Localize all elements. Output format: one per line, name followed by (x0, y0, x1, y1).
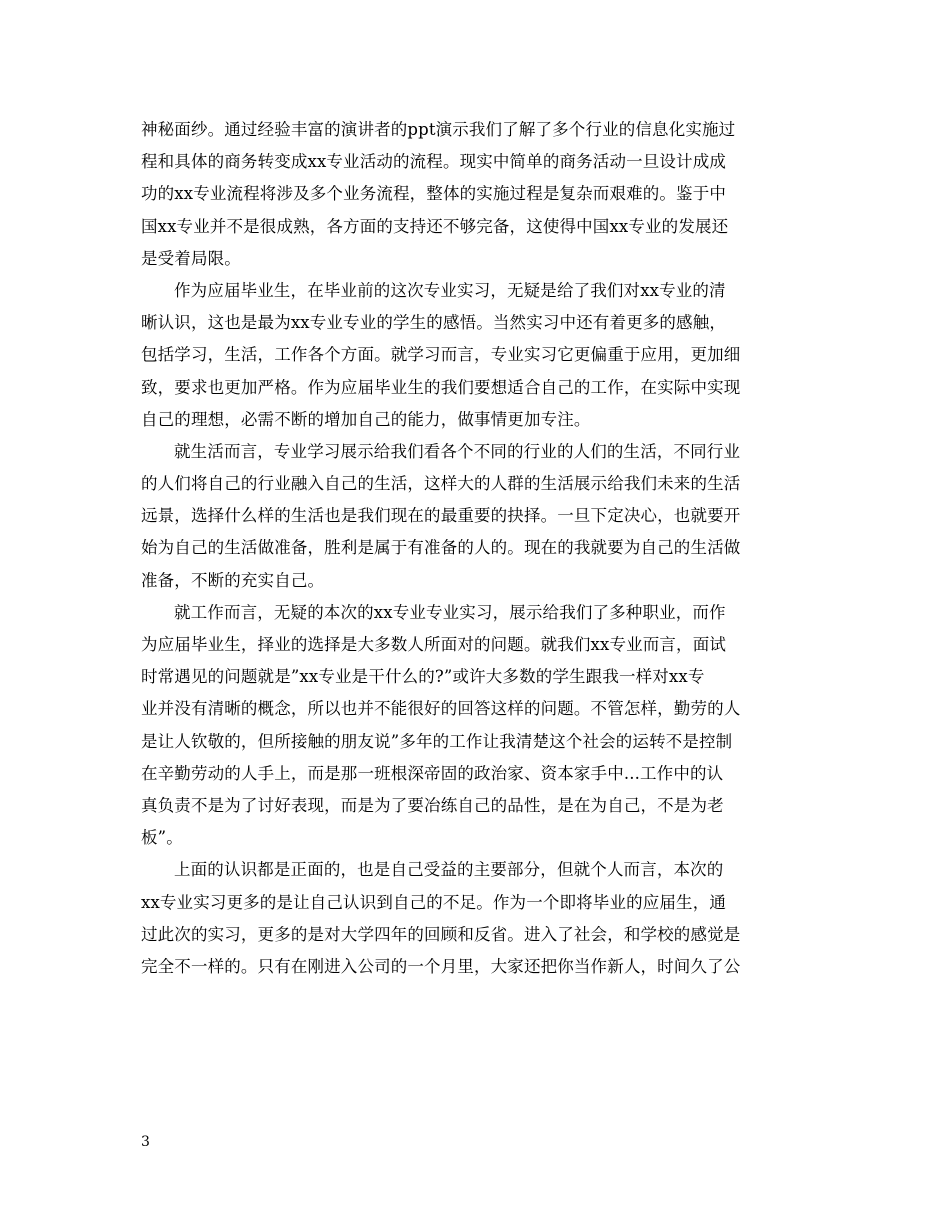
text-line: 始为自己的生活做准备，胜利是属于有准备的人的。现在的我就要为自己的生活做 (141, 538, 741, 558)
text-line: 是让人钦敬的，但所接触的朋友说”多年的工作让我清楚这个社会的运转不是控制 (141, 731, 733, 751)
text-line: 业并没有清晰的概念，所以也并不能很好的回答这样的问题。不管怎样，勤劳的人 (141, 699, 741, 719)
text-line: 完全不一样的。只有在刚进入公司的一个月里，大家还把你当作新人，时间久了公 (141, 956, 741, 976)
text-line: 远景，选择什么样的生活也是我们现在的最重要的抉择。一旦下定决心，也就要开 (141, 506, 741, 526)
paragraph-first-line: 就生活而言，专业学习展示给我们看各个不同的行业的人们的生活，不同行业 (174, 441, 741, 461)
paragraph-first-line: 就工作而言，无疑的本次的xx专业专业实习，展示给我们了多种职业，而作 (174, 602, 726, 622)
text-line: 功的xx专业流程将涉及多个业务流程，整体的实施过程是复杂而艰难的。鉴于中 (141, 184, 727, 204)
text-line: 晰认识，这也是最为xx专业专业的学生的感悟。当然实习中还有着更多的感触， (141, 313, 727, 333)
text-line: 的人们将自己的行业融入自己的生活，这样大的人群的生活展示给我们未来的生活 (141, 474, 741, 494)
text-line: 过此次的实习，更多的是对大学四年的回顾和反省。进入了社会，和学校的感觉是 (141, 924, 741, 944)
text-line: xx专业实习更多的是让自己认识到自己的不足。作为一个即将毕业的应届生，通 (141, 892, 727, 912)
text-line: 致，要求也更加严格。作为应届毕业生的我们要想适合自己的工作，在实际中实现 (141, 377, 741, 397)
paragraph-first-line: 作为应届毕业生，在毕业前的这次专业实习，无疑是给了我们对xx专业的清 (174, 280, 726, 300)
body-text (141, 114, 813, 983)
text-line: 神秘面纱。通过经验丰富的演讲者的ppt演示我们了解了多个行业的信息化实施过 (141, 120, 736, 139)
text-line: 在辛勤劳动的人手上，而是那一班根深帝固的政治家、资本家手中...工作中的认 (141, 763, 724, 783)
text-line: 真负责不是为了讨好表现，而是为了要冶练自己的品性，是在为自己，不是为老 (141, 795, 724, 815)
text-line: 程和具体的商务转变成xx专业活动的流程。现实中简单的商务活动一旦设计成成 (141, 152, 727, 172)
text-line: 板”。 (141, 828, 183, 848)
paragraph-first-line: 上面的认识都是正面的，也是自己受益的主要部分，但就个人而言，本次的 (174, 860, 724, 880)
text-line: 自己的理想，必需不断的增加自己的能力，做事情更加专注。 (141, 409, 591, 429)
text-line: 是受着局限。 (141, 248, 241, 268)
text-line: 时常遇见的问题就是”xx专业是干什么的?”或许大多数的学生跟我一样对xx专 (141, 667, 705, 687)
text-line: 国xx专业并不是很成熟，各方面的支持还不够完备，这使得中国xx专业的发展还 (141, 216, 729, 236)
page-number: 3 (141, 1134, 150, 1150)
text-line: 为应届毕业生，择业的选择是大多数人所面对的问题。就我们xx专业而言，面试 (141, 635, 727, 654)
text-line: 准备，不断的充实自己。 (141, 570, 325, 590)
text-line: 包括学习，生活，工作各个方面。就学习而言，专业实习它更偏重于应用，更加细 (141, 345, 741, 365)
